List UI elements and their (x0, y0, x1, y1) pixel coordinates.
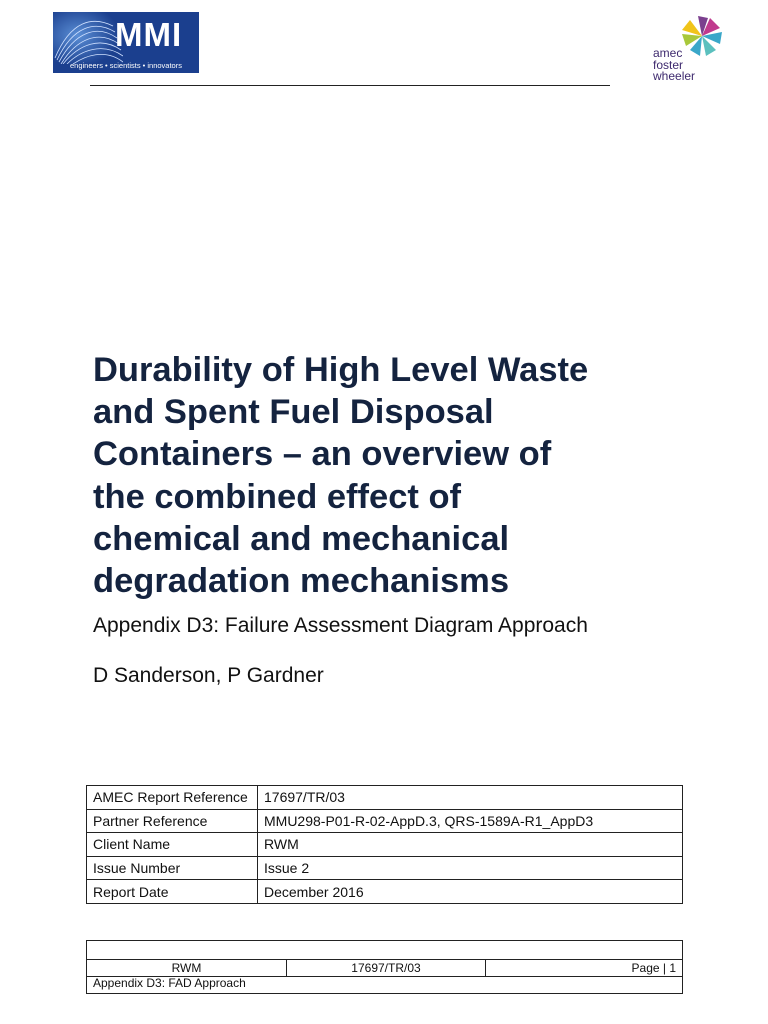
amec-line-3: wheeler (653, 69, 696, 83)
header-divider (90, 85, 610, 86)
table-value-cell: Issue 2 (258, 856, 683, 880)
document-subtitle: Appendix D3: Failure Assessment Diagram Approach (93, 614, 588, 637)
amec-wordmark (653, 48, 695, 83)
amec-line-2: foster (653, 57, 684, 72)
table-value-cell: RWM (258, 833, 683, 857)
table-value-cell: December 2016 (258, 880, 683, 904)
table-label-cell: Issue Number (87, 856, 258, 880)
title-line: Containers – an overview of (93, 435, 552, 474)
table-row (87, 880, 683, 904)
table-label-cell: AMEC Report Reference (87, 786, 258, 810)
table-row (87, 833, 683, 857)
mmi-wordmark: MMI (115, 16, 183, 53)
title-line: degradation mechanisms (93, 562, 510, 601)
table-label-cell: Client Name (87, 833, 258, 857)
mmi-tagline: engineers • scientists • innovators (70, 61, 182, 70)
footer-page-number: Page | 1 (486, 960, 683, 977)
footer-client: RWM (87, 960, 287, 977)
mmi-swirl-graphic (53, 12, 123, 64)
mmi-logo (53, 12, 199, 73)
title-line: chemical and mechanical (93, 519, 510, 558)
table-row (87, 809, 683, 833)
footer-row (87, 960, 682, 977)
table-label-cell: Partner Reference (87, 809, 258, 833)
page-footer (86, 940, 683, 994)
footer-appendix-label: Appendix D3: FAD Approach (93, 976, 246, 990)
table-value-cell: MMU298-P01-R-02-AppD.3, QRS-1589A-R1_AppD3 (258, 809, 683, 833)
title-line: Durability of High Level Waste (93, 351, 589, 389)
table-label-cell: Report Date (87, 880, 258, 904)
title-line: and Spent Fuel Disposal (93, 393, 494, 432)
report-reference-table (86, 785, 683, 904)
document-authors: D Sanderson, P Gardner (93, 664, 324, 687)
amec-line-1: amec (653, 46, 683, 60)
footer-table (87, 959, 682, 977)
document-title (93, 349, 693, 602)
table-value-cell: 17697/TR/03 (258, 786, 683, 810)
table-row (87, 856, 683, 880)
amec-foster-wheeler-logo (632, 10, 732, 90)
title-line: the combined effect of (93, 477, 462, 516)
footer-report-ref: 17697/TR/03 (287, 960, 486, 977)
table-row (87, 786, 683, 810)
